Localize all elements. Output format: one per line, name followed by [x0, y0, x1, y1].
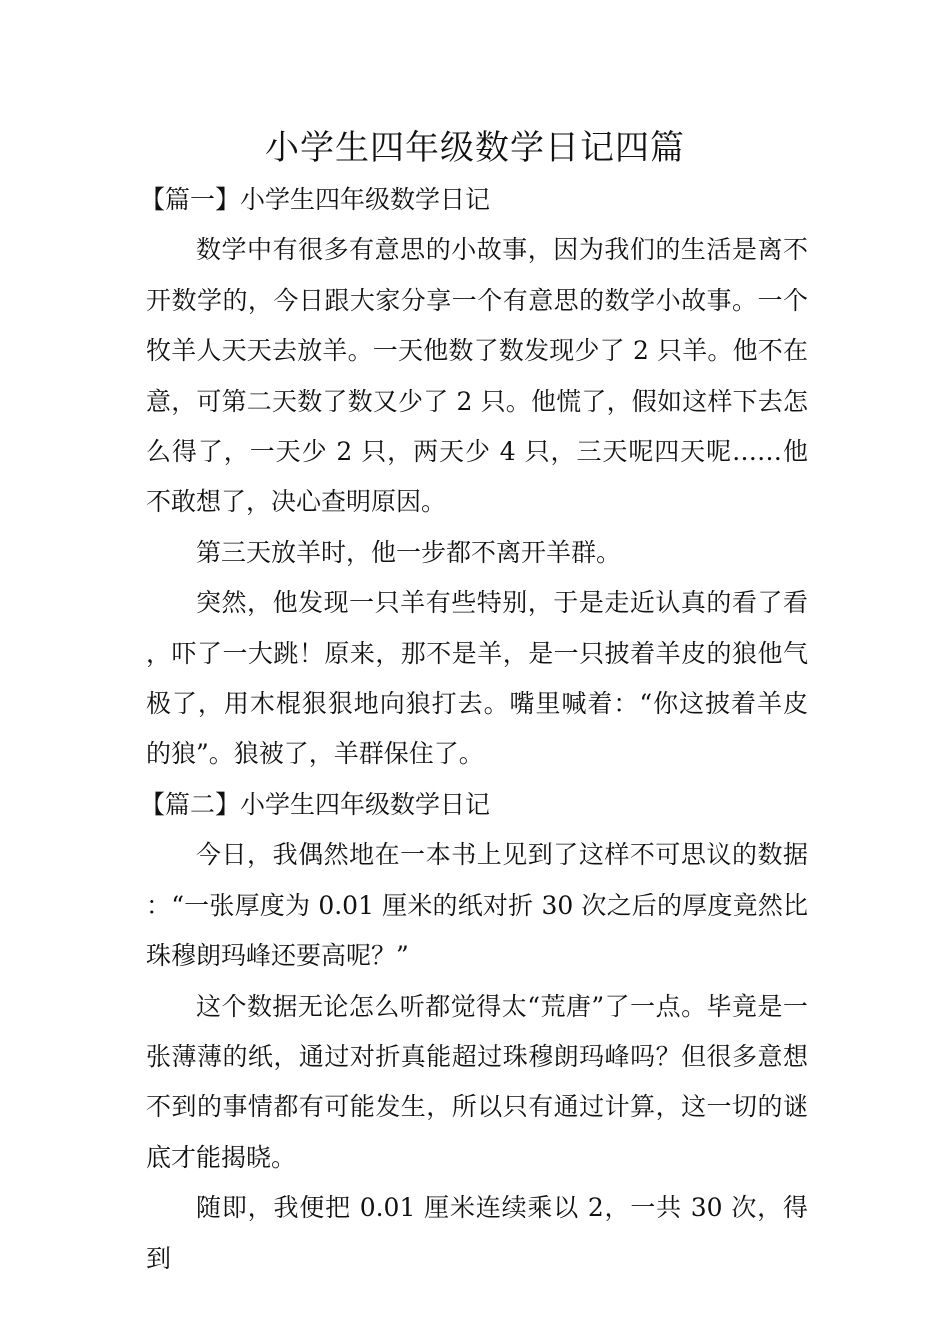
section-2: [140, 780, 808, 1284]
paragraph: 今日，我偶然地在一本书上见到了这样不可思议的数据：“一张厚度为 0.01 厘米的纸对折 30 次之后的厚度竟然比珠穆朗玛峰还要高呢？”: [146, 840, 808, 971]
section-heading: 【篇一】小学生四年级数学日记: [140, 185, 491, 214]
paragraph: 这个数据无论怎么听都觉得太“荒唐”了一点。毕竟是一张薄薄的纸，通过对折真能超过珠穆朗玛峰吗？但很多意想不到的事情都有可能发生，所以只有通过计算，这一切的谜底才能揭晓。: [146, 991, 808, 1172]
paragraph: 数学中有很多有意思的小故事，因为我们的生活是离不开数学的，今日跟大家分享一个有意思的数学小故事。一个牧羊人天天去放羊。一天他数了数发现少了 2 只羊。他不在意，可第二天数了数又少了 2 只。他慌了，假如这样下去怎么得了，一天少 2 只，两天少 4 只，三天呢四天呢……他不敢想了，决心查明原因。: [146, 235, 808, 517]
paragraph: 随即，我便把 0.01 厘米连续乘以 2，一共 30 次，得到: [146, 1193, 808, 1273]
document-title: 小学生四年级数学日记四篇: [265, 128, 685, 168]
paragraph: 突然，他发现一只羊有些特别，于是走近认真的看了看，吓了一大跳！原来，那不是羊，是一只披着羊皮的狼他气极了，用木棍狠狠地向狼打去。嘴里喊着：“你这披着羊皮的狼”。狼被了，羊群保住了。: [146, 588, 808, 769]
section-1: [140, 175, 808, 780]
section-heading: 【篇二】小学生四年级数学日记: [140, 789, 491, 819]
document-body: [140, 175, 808, 1284]
paragraph: 第三天放羊时，他一步都不离开羊群。: [196, 537, 622, 567]
